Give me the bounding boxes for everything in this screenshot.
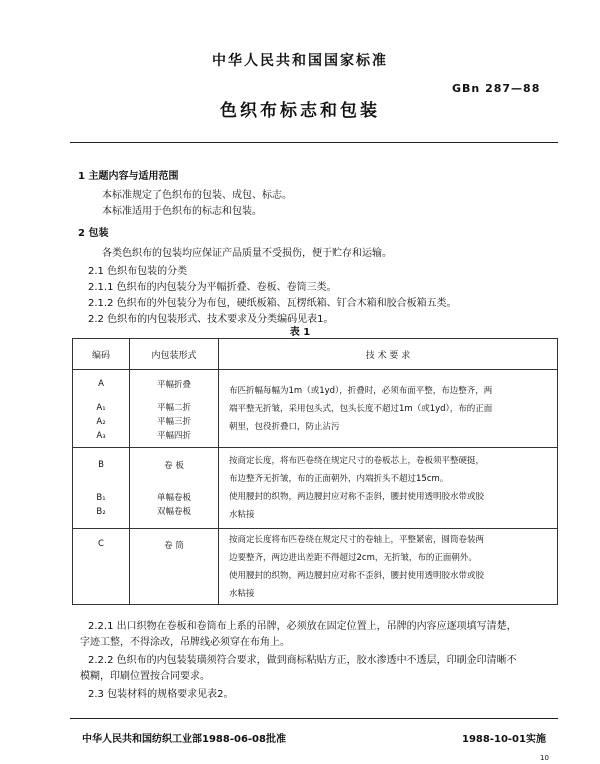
footer-rule [70, 718, 558, 719]
table-row [73, 529, 558, 605]
standard-org-heading: 中华人民共和国国家标准 [212, 53, 388, 69]
table-caption: 表 1 [289, 327, 311, 338]
requirements-cell [219, 448, 558, 529]
section-2-heading: 2 包装 [78, 228, 109, 239]
section-1-heading: 1 主题内容与适用范围 [78, 171, 179, 182]
table-header-row [73, 339, 558, 370]
req-line: 朝里，包役折叠口，防止沾污 [229, 421, 340, 432]
section-1-para-2: 本标准适用于色织布的标志和包装。 [102, 206, 262, 217]
subcode: B₁ [96, 492, 106, 503]
code-cell: B [73, 448, 130, 482]
req-line: 使用腰封的织物，两边腰封应对称不歪斜，腰封使用透明胶水带或胶 [229, 492, 485, 502]
subform: 单幅卷板 [156, 492, 191, 503]
subcode-cell [73, 482, 130, 529]
clause-2-2-1-line-2: 字迹工整，不得涂改，吊牌线必须穿在布角上。 [80, 637, 290, 648]
table-row [73, 448, 558, 482]
clause-2-3: 2.3 包装材料的规格要求见表2。 [88, 689, 234, 700]
req-line: 布边整齐无折皱，布的正面朝外，内端折头不超过15cm。 [229, 474, 449, 484]
section-1-para-1: 本标准规定了色织布的包装、成包、标志。 [102, 190, 292, 201]
req-line: 端平整无折皱，采用包头式，包头长度不超过1m（或1yd），布的正面 [229, 403, 493, 414]
approval-date: 中华人民共和国纺织工业部1988-06-08批准 [82, 734, 286, 745]
page-number: 10 [540, 754, 549, 762]
implementation-date: 1988-10-01实施 [462, 734, 546, 745]
form-cell: 平幅折叠 [130, 370, 219, 398]
col-header-code: 编码 [73, 339, 130, 370]
clause-2-2-2-line-1: 2.2.2 色织布的内包装装璜须符合要求，做到商标粘贴方正，胶水渗透中不透层，印刷金印清晰不 [88, 655, 517, 666]
clause-2-1: 2.1 色织布包装的分类 [88, 266, 188, 277]
document-title: 色织布标志和包装 [220, 101, 380, 121]
subform: 平幅三折 [156, 417, 191, 428]
req-line: 使用腰封的织物，两边腰封应对称不歪斜，腰封使用透明胶水带或胶 [229, 570, 485, 581]
subcode: B₂ [96, 506, 106, 517]
col-header-form: 内包装形式 [130, 339, 219, 370]
subform-cell [130, 482, 219, 529]
clause-2-1-1: 2.1.1 色织布的内包装分为平幅折叠、卷板、卷筒三类。 [88, 282, 337, 293]
requirements-cell [219, 529, 558, 605]
clause-2-2: 2.2 色织布的内包装形式、技术要求及分类编码见表1。 [88, 314, 334, 325]
code-cell: C [73, 529, 130, 605]
req-line: 布匹折幅每幅为1m（或1yd），折叠时，必须布面平整，布边整齐，两 [229, 385, 493, 396]
requirements-cell [219, 370, 558, 448]
col-header-requirements: 技 术 要 求 [219, 339, 558, 370]
req-line: 按商定长度，将布匹卷绕在规定尺寸的卷板芯上，卷板须平整硬挺， [229, 456, 485, 466]
clause-2-1-2: 2.1.2 色织布的外包装分为布包，硬纸板箱、瓦楞纸箱、钉合木箱和胶合板箱五类。 [88, 298, 457, 309]
req-line: 水粘接 [229, 510, 255, 520]
header-rule [70, 142, 558, 143]
clause-2-2-1-line-1: 2.2.1 出口织物在卷板和卷筒布上系的吊牌，必须放在固定位置上，吊牌的内容应逐项填写清楚， [88, 621, 517, 632]
req-line: 水粘接 [229, 588, 255, 599]
code-cell: A [73, 370, 130, 398]
subcode-cell [73, 398, 130, 448]
spec-table [72, 338, 558, 605]
clause-2-2-2-line-2: 模糊，印刷位置按合同要求。 [80, 671, 210, 682]
section-2-para: 各类色织布的包装均应保证产品质量不受损伤，便于贮存和运输。 [102, 248, 392, 259]
form-cell: 卷 筒 [130, 529, 219, 605]
subcode: A₂ [96, 417, 106, 428]
subform: 平幅二折 [156, 403, 191, 414]
req-line: 边要整齐，两边进出差距不得超过2cm，无折皱，布的正面朝外。 [229, 552, 477, 563]
subcode: A₃ [96, 431, 106, 442]
subform: 平幅四折 [156, 431, 191, 442]
req-line: 按商定长度将布匹卷绕在规定尺寸的卷轴上，平整紧密，圆筒卷装两 [229, 534, 485, 545]
table-row [73, 370, 558, 398]
form-cell: 卷 板 [130, 448, 219, 482]
subform: 双幅卷板 [156, 506, 191, 517]
subcode: A₁ [96, 403, 106, 414]
subform-cell [130, 398, 219, 448]
standard-code: GBn 287—88 [452, 82, 541, 95]
